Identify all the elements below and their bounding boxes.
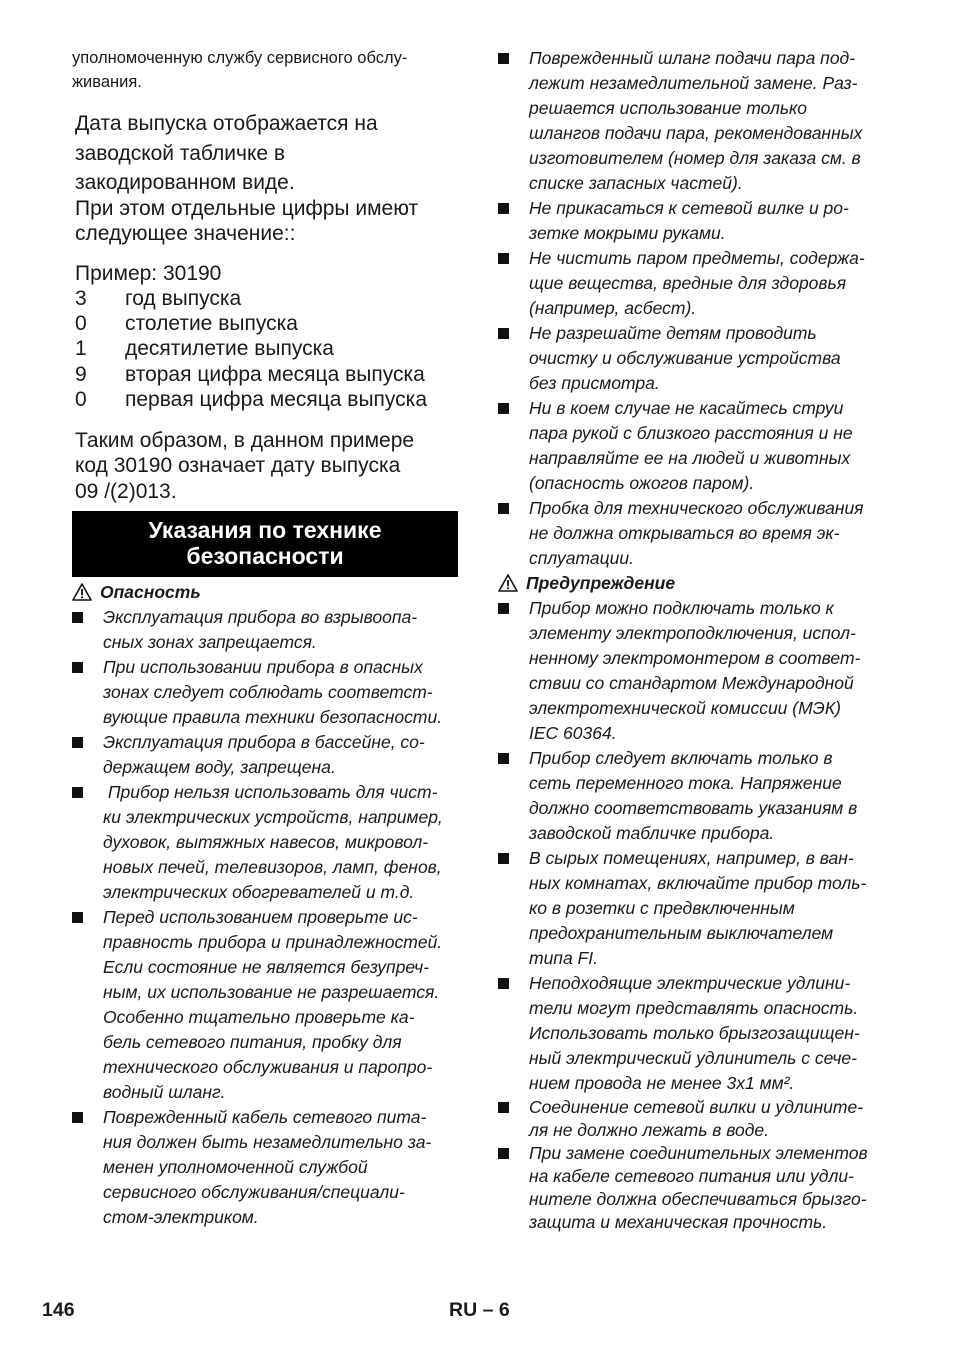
square-bullet-icon <box>72 662 83 673</box>
code-row <box>75 362 427 387</box>
list-item-text: Пробка для технического обслуживания не должна открываться во время эк- сплуатации. <box>529 498 864 568</box>
code-digit: 1 <box>75 337 87 361</box>
square-bullet-icon <box>498 253 509 264</box>
square-bullet-icon <box>72 737 83 748</box>
square-bullet-icon <box>498 753 509 764</box>
list-item-text: Прибор следует включать только в сеть переменного тока. Напряжение должно соответствовать указаниям в заводской табличке прибора. <box>529 748 858 843</box>
list-item <box>498 321 888 396</box>
warning-triangle-icon <box>498 574 518 592</box>
list-item <box>72 905 460 1105</box>
list-item-text: При замене соединительных элементов на кабеле сетевого питания или удли- нителе должна обеспечиваться брызго- защита и механическая прочность. <box>529 1143 868 1232</box>
list-item-text: Эксплуатация прибора в бассейне, со- держащем воду, запрещена. <box>103 732 425 777</box>
list-item <box>498 196 888 246</box>
list-item <box>498 1096 888 1142</box>
code-meaning: год выпуска <box>125 287 242 310</box>
list-item <box>498 246 888 321</box>
list-item-text: Перед использованием проверьте ис- правность прибора и принадлежностей. Если состояние не является безупреч- ным, их использование не разрешается. Особенно тщательно проверьте ка- бель сетевого питания, пробку для технического обслуживания и паропро- водный шланг. <box>103 907 443 1102</box>
danger-list <box>72 605 460 1230</box>
square-bullet-icon <box>498 403 509 414</box>
square-bullet-icon <box>498 53 509 64</box>
list-item-text: Эксплуатация прибора во взрывоопа- сных зонах запрещается. <box>103 607 418 652</box>
list-item <box>498 396 888 496</box>
list-item-text: Не прикасаться к сетевой вилке и ро- зетке мокрыми руками. <box>529 198 849 243</box>
digit-meaning-intro: При этом отдельные цифры имеют следующее значение:: <box>75 197 419 246</box>
page-number: 146 <box>42 1299 75 1321</box>
safety-list <box>498 46 888 571</box>
list-item-text: Поврежденный шланг подачи пара под- лежит незамедлительной замене. Раз- решается использование только шлангов подачи пара, рекомендованных изготовителем (номер для заказа см. в списке запасных частей). <box>529 48 863 193</box>
square-bullet-icon <box>72 787 83 798</box>
list-item-text: При использовании прибора в опасных зонах следует соблюдать соответст- вующие правила техники безопасности. <box>103 657 443 727</box>
list-item-text: Прибор можно подключать только к элементу электроподключения, испол- ненному электромонтером в соответ- ствии со стандартом Международной электротехнической комиссии (МЭК) IEC 60364. <box>529 598 861 743</box>
continuation-text: уполномоченную службу сервисного обслу- живания. <box>72 49 408 91</box>
section-title: Указания по технике безопасности <box>72 511 458 577</box>
square-bullet-icon <box>498 328 509 339</box>
list-item-text: Поврежденный кабель сетевого пита- ния должен быть незамедлительно за- менен уполномоченной службой сервисного обслуживания/специали- стом-электриком. <box>103 1107 432 1227</box>
code-digit: 0 <box>75 312 87 336</box>
list-item <box>498 746 888 846</box>
square-bullet-icon <box>498 853 509 864</box>
square-bullet-icon <box>72 1112 83 1123</box>
code-digit: 3 <box>75 287 87 310</box>
danger-heading <box>72 580 201 605</box>
list-item <box>72 780 460 905</box>
square-bullet-icon <box>498 1102 509 1113</box>
list-item <box>72 655 460 730</box>
list-item-text: В сырых помещениях, например, в ван- ных комнатах, включайте прибор толь- ко в розетки с предвключенным предохранительным выключателем типа FI. <box>529 848 867 968</box>
list-item <box>498 1142 888 1234</box>
square-bullet-icon <box>498 978 509 989</box>
list-item <box>498 846 888 971</box>
square-bullet-icon <box>498 603 509 614</box>
code-meaning: первая цифра месяца выпуска <box>125 387 428 411</box>
list-item <box>498 46 888 196</box>
code-meaning: столетие выпуска <box>125 312 298 336</box>
list-item <box>72 730 460 780</box>
list-item-text: Прибор нельзя использовать для чист- ки электрических устройств, например, духовок, вытяжных навесов, микровол- новых печей, телевизоров, ламп, фенов, электрических обогревателей и т.д. <box>103 782 443 902</box>
code-row <box>75 311 427 336</box>
list-item <box>72 1105 460 1230</box>
square-bullet-icon <box>72 912 83 923</box>
list-item-text: Соединение сетевой вилки и удлините- ля не должно лежать в воде. <box>529 1097 864 1140</box>
list-item <box>498 596 888 746</box>
code-digit: 0 <box>75 387 87 411</box>
danger-label: Опасность <box>100 582 201 602</box>
warning-list <box>498 596 888 1234</box>
code-digit-list <box>75 286 427 412</box>
warning-heading <box>498 571 675 596</box>
square-bullet-icon <box>498 1148 509 1159</box>
code-row <box>75 387 427 412</box>
square-bullet-icon <box>72 612 83 623</box>
list-item <box>498 496 888 571</box>
list-item <box>498 971 888 1096</box>
list-item-text: Неподходящие электрические удлини- тели могут представлять опасность. Использовать только брызгозащищен- ный электрический удлинитель с сече- нием провода не менее 3x1 мм². <box>529 973 860 1093</box>
list-item-text: Ни в коем случае не касайтесь струи пара рукой с близкого расстояния и не направляйте ее на людей и животных (опасность ожогов паром). <box>529 398 853 493</box>
square-bullet-icon <box>498 503 509 514</box>
list-item-text: Не чистить паром предметы, содержа- щие вещества, вредные для здоровья (например, асбест). <box>529 248 865 318</box>
code-digit: 9 <box>75 362 87 386</box>
list-item <box>72 605 460 655</box>
date-description: Дата выпуска отображается на заводской табличке в закодированном виде. <box>75 112 378 194</box>
page-code: RU – 6 <box>449 1299 510 1321</box>
code-meaning: вторая цифра месяца выпуска <box>125 362 425 386</box>
list-item-text: Не разрешайте детям проводить очистку и обслуживание устройства без присмотра. <box>529 323 841 393</box>
example-conclusion: Таким образом, в данном примере код 30190 означает дату выпуска 09 /(2)013. <box>75 429 415 503</box>
square-bullet-icon <box>498 203 509 214</box>
example-label: Пример: 30190 <box>75 262 222 285</box>
code-row <box>75 286 427 311</box>
warning-label: Предупреждение <box>526 573 676 593</box>
code-row <box>75 336 427 361</box>
warning-triangle-icon <box>72 583 92 601</box>
code-meaning: десятилетие выпуска <box>125 337 334 361</box>
